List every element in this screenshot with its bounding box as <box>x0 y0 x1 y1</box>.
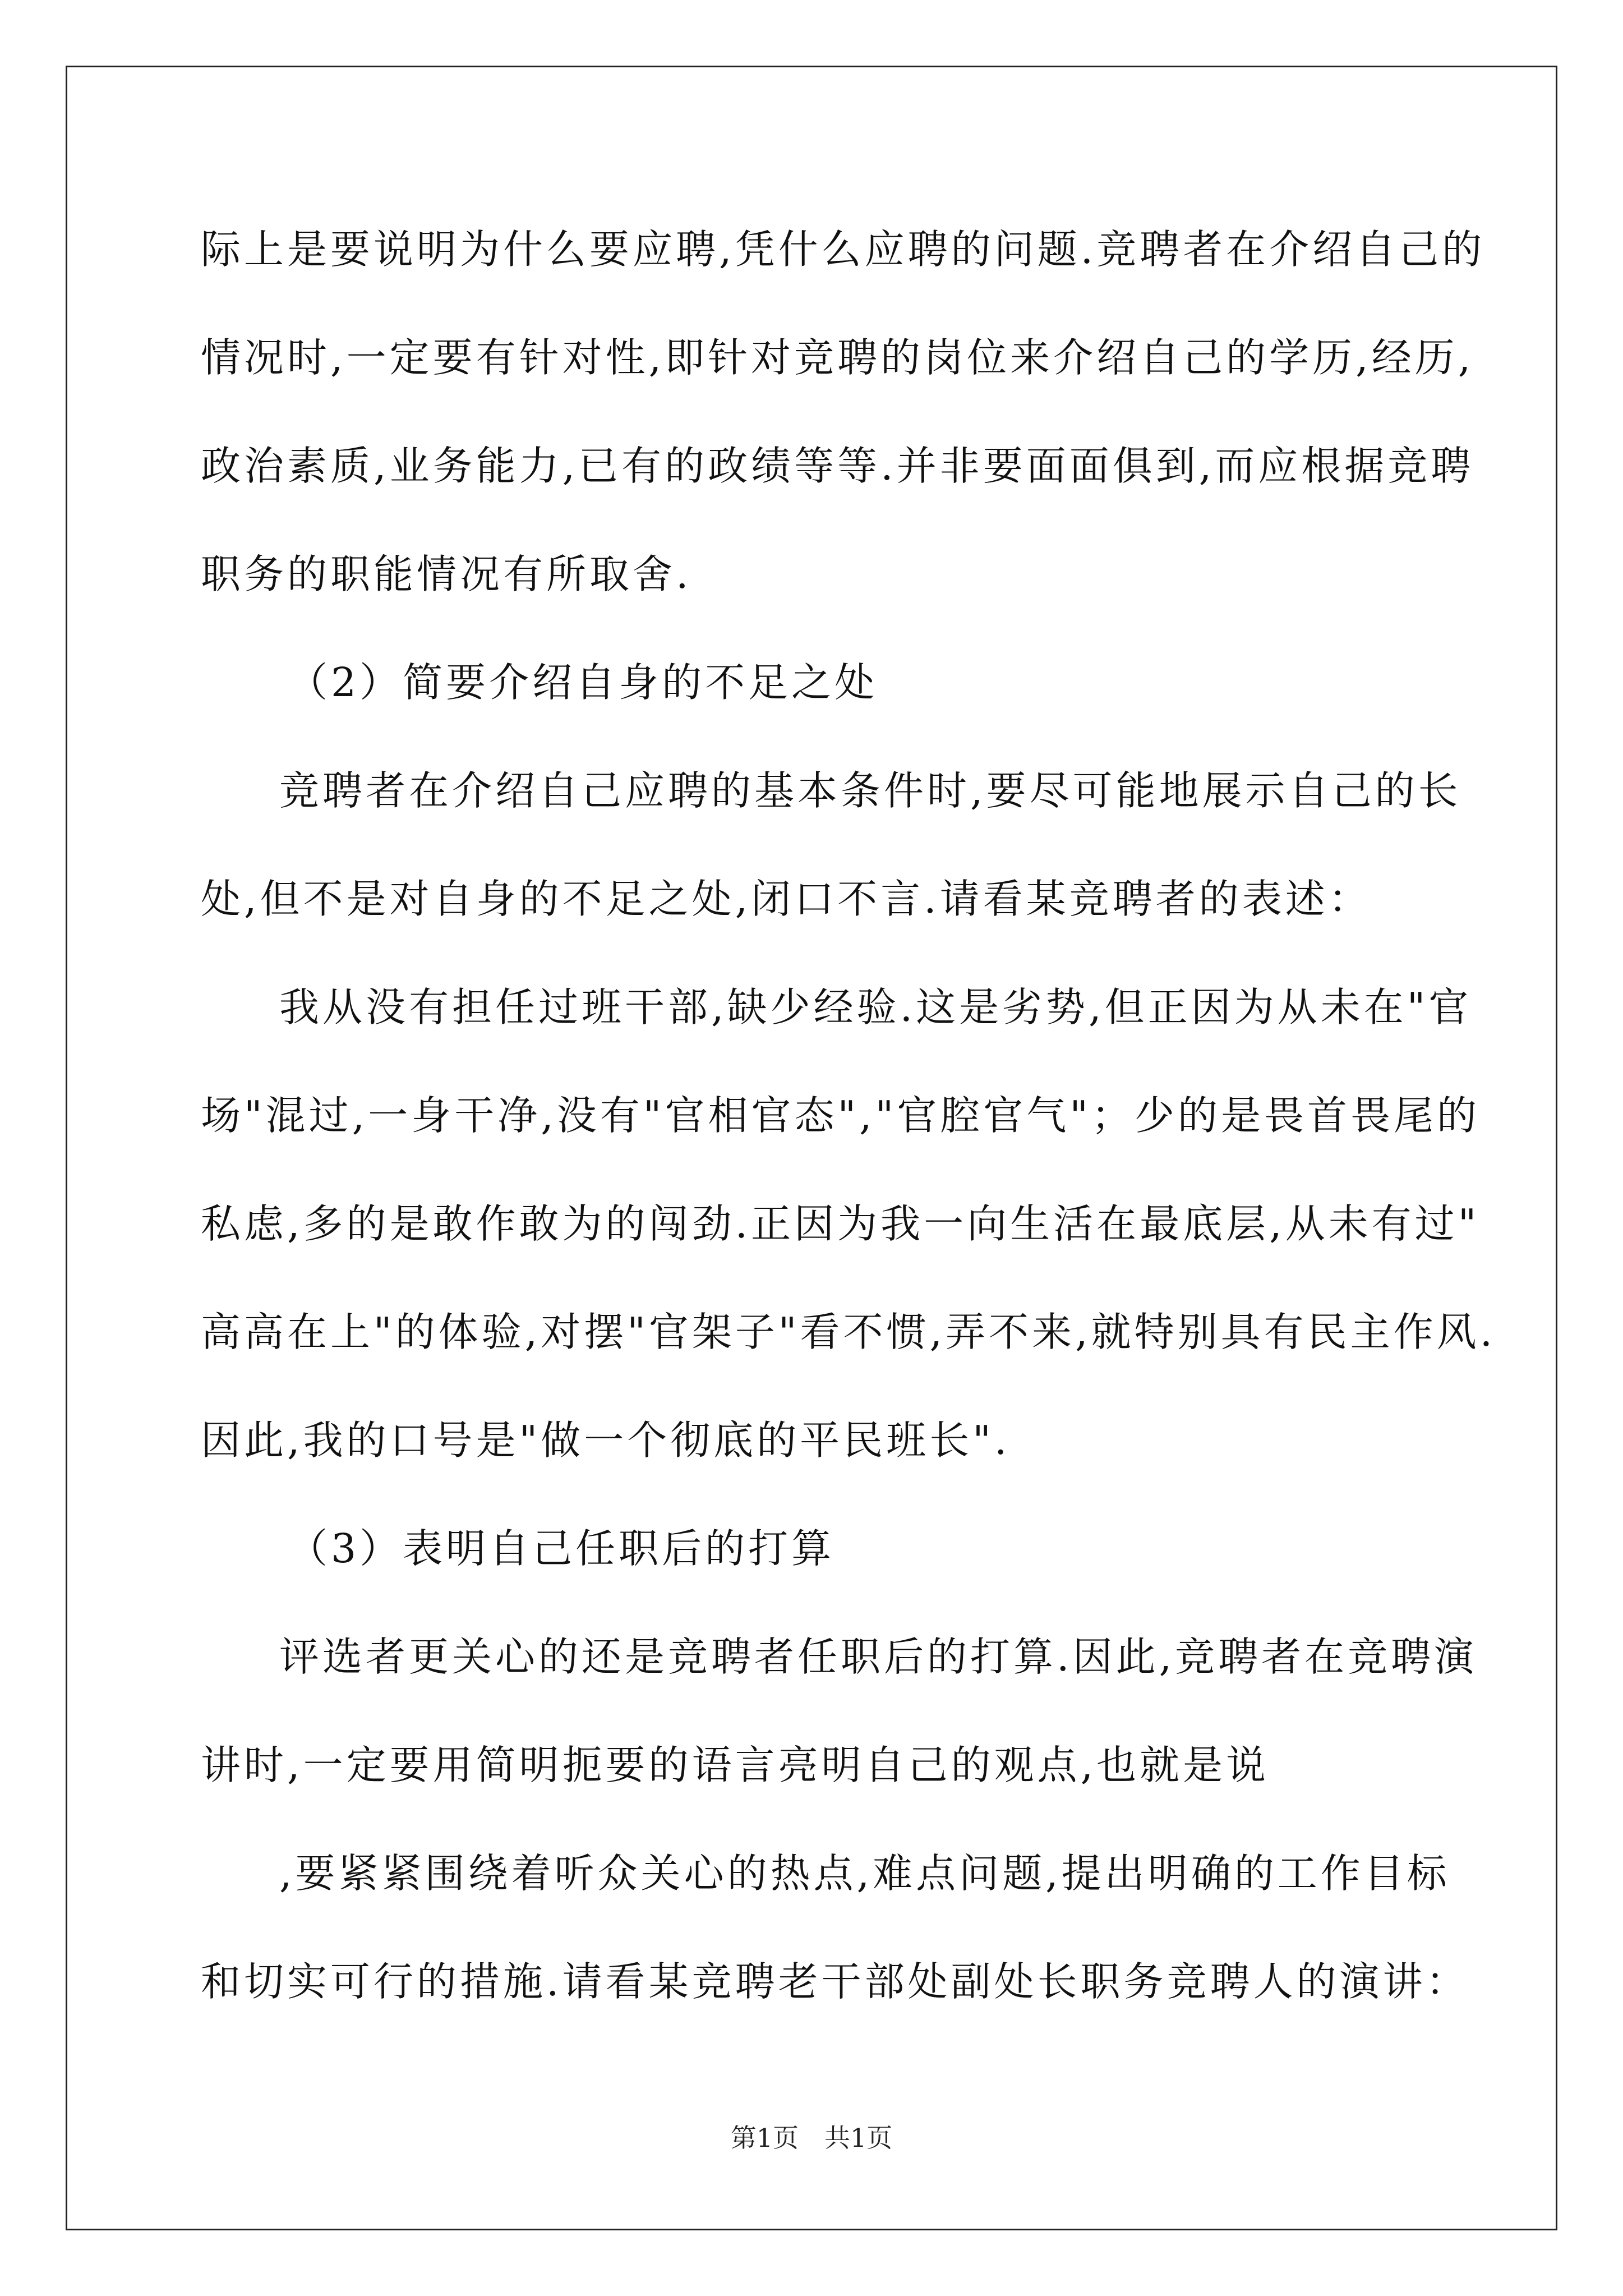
section-heading: （3）表明自己任职后的打算 <box>288 1525 835 1572</box>
text-line: 私虑,多的是敢作敢为的闯劲.正因为我一向生活在最底层,从未有过" <box>201 1200 1480 1247</box>
text-line: 情况时,一定要有针对性,即针对竞聘的岗位来介绍自己的学历,经历, <box>201 334 1474 381</box>
text-line: 评选者更关心的还是竞聘者任职后的打算.因此,竞聘者在竞聘演 <box>279 1634 1478 1680</box>
text-line: 竞聘者在介绍自己应聘的基本条件时,要尽可能地展示自己的长 <box>279 767 1461 814</box>
text-line: 我从没有担任过班干部,缺少经验.这是劣势,但正因为从未在"官 <box>279 984 1472 1030</box>
document-body <box>201 208 1496 2048</box>
page-footer: 第1页 共1页 <box>730 2123 893 2153</box>
text-line: 高高在上"的体验,对摆"官架子"看不惯,弄不来,就特别具有民主作风. <box>201 1309 1496 1355</box>
text-line: 职务的职能情况有所取舍. <box>201 551 692 597</box>
text-line: 和切实可行的措施.请看某竞聘老干部处副处长职务竞聘人的演讲： <box>201 1958 1469 2005</box>
text-line: 政治素质,业务能力,已有的政绩等等.并非要面面俱到,而应根据竞聘 <box>201 443 1474 489</box>
text-line: 讲时,一定要用简明扼要的语言亮明自己的观点,也就是说 <box>201 1742 1270 1788</box>
text-line: 处,但不是对自身的不足之处,闭口不言.请看某竞聘者的表述： <box>201 876 1372 922</box>
text-line: 因此,我的口号是"做一个彻底的平民班长". <box>201 1417 1011 1464</box>
section-heading: （2）简要介绍自身的不足之处 <box>288 659 878 706</box>
text-line: 际上是要说明为什么要应聘,凭什么应聘的问题.竞聘者在介绍自己的 <box>201 226 1486 273</box>
text-line: ,要紧紧围绕着听众关心的热点,难点问题,提出明确的工作目标 <box>279 1850 1450 1897</box>
text-line: 场"混过,一身干净,没有"官相官态","官腔官气"；少的是畏首畏尾的 <box>201 1092 1480 1139</box>
